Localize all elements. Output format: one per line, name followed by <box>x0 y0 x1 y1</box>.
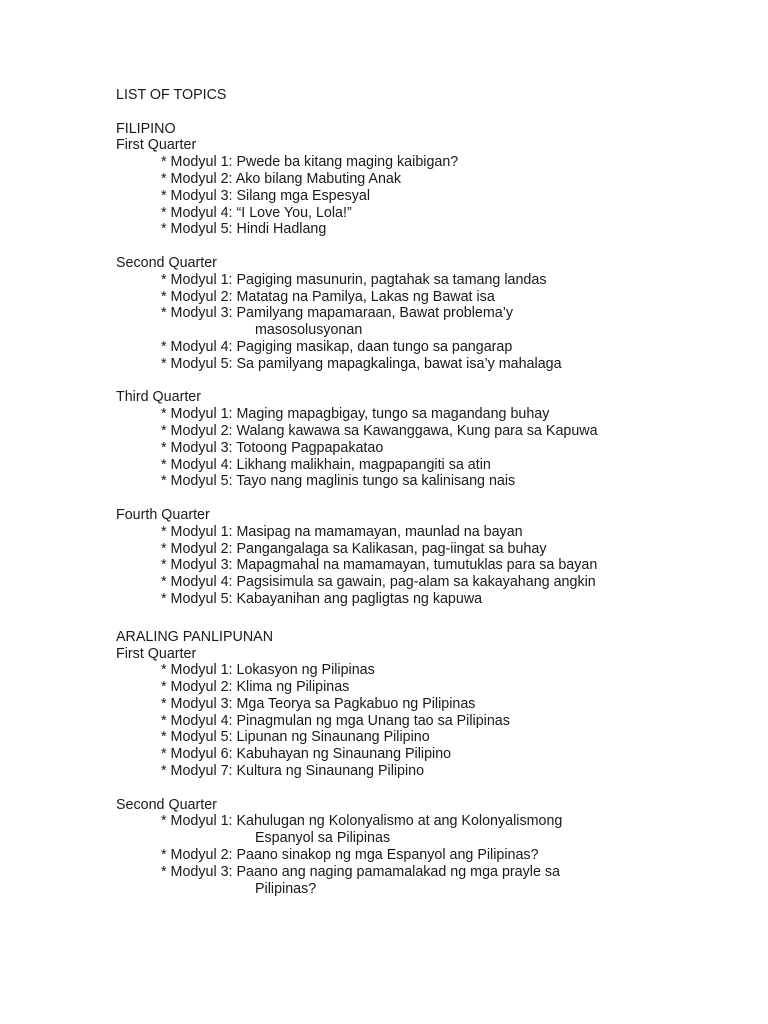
module-item <box>116 696 736 713</box>
module-text: * Modyul 1: Maging mapagbigay, tungo sa magandang buhay <box>161 406 550 423</box>
module-item <box>116 289 736 306</box>
module-item <box>116 541 736 558</box>
module-text: * Modyul 3: Pamilyang mapamaraan, Bawat problema’y <box>161 305 514 322</box>
module-item <box>116 457 736 474</box>
module-text: * Modyul 6: Kabuhayan ng Sinaunang Pilipino <box>161 746 452 763</box>
module-text: * Modyul 5: Sa pamilyang mapagkalinga, bawat isa’y mahalaga <box>161 355 562 372</box>
module-list <box>116 154 736 238</box>
module-item <box>116 813 736 847</box>
module-item <box>116 205 736 222</box>
module-item <box>116 171 736 188</box>
module-text: * Modyul 4: Pagsisimula sa gawain, pag-alam sa kakayahang angkin <box>161 574 596 591</box>
quarter-title: First Quarter <box>116 645 197 662</box>
module-item <box>116 591 736 608</box>
document-page <box>116 87 736 897</box>
module-text-continuation: Pilipinas? <box>255 880 317 897</box>
spacer <box>116 608 736 629</box>
module-text: * Modyul 2: Matatag na Pamilya, Lakas ng Bawat isa <box>161 288 495 305</box>
module-text: * Modyul 4: Pinagmulan ng mga Unang tao sa Pilipinas <box>161 712 510 729</box>
module-item <box>116 746 736 763</box>
module-list <box>116 524 736 608</box>
module-item <box>116 188 736 205</box>
module-text: * Modyul 1: Kahulugan ng Kolonyalismo at ang Kolonyalismong <box>161 813 563 830</box>
module-text: * Modyul 7: Kultura ng Sinaunang Pilipino <box>161 763 425 780</box>
subject-section <box>116 121 736 608</box>
module-item <box>116 406 736 423</box>
module-item <box>116 154 736 171</box>
module-item <box>116 356 736 373</box>
module-item <box>116 679 736 696</box>
module-text: * Modyul 1: Pwede ba kitang maging kaibigan? <box>161 154 459 171</box>
module-text: * Modyul 3: Silang mga Espesyal <box>161 187 371 204</box>
module-text: * Modyul 1: Pagiging masunurin, pagtahak sa tamang landas <box>161 271 547 288</box>
module-text: * Modyul 1: Masipag na mamamayan, maunlad na bayan <box>161 523 523 540</box>
module-item <box>116 729 736 746</box>
module-text: * Modyul 2: Pangangalaga sa Kalikasan, pag-iingat sa buhay <box>161 540 547 557</box>
module-item <box>116 272 736 289</box>
module-item <box>116 662 736 679</box>
module-item <box>116 305 736 339</box>
module-item <box>116 864 736 898</box>
module-text: * Modyul 5: Tayo nang maglinis tungo sa kalinisang nais <box>161 473 516 490</box>
module-text: * Modyul 2: Klima ng Pilipinas <box>161 679 350 696</box>
module-text: * Modyul 5: Lipunan ng Sinaunang Pilipino <box>161 729 430 746</box>
module-text: * Modyul 4: Pagiging masikap, daan tungo sa pangarap <box>161 338 513 355</box>
module-item <box>116 713 736 730</box>
quarter-title: Third Quarter <box>116 389 202 406</box>
module-text: * Modyul 3: Mga Teorya sa Pagkabuo ng Pilipinas <box>161 695 476 712</box>
module-text-continuation: masosolusyonan <box>255 322 363 339</box>
module-text: * Modyul 1: Lokasyon ng Pilipinas <box>161 662 375 679</box>
module-text-continuation: Espanyol sa Pilipinas <box>255 830 391 847</box>
module-text: * Modyul 3: Totoong Pagpapakatao <box>161 439 384 456</box>
module-text: * Modyul 5: Hindi Hadlang <box>161 221 327 238</box>
module-list <box>116 662 736 780</box>
module-item <box>116 557 736 574</box>
module-list <box>116 406 736 490</box>
document-title: LIST OF TOPICS <box>116 87 227 103</box>
spacer <box>116 780 736 797</box>
quarter-title: Fourth Quarter <box>116 506 210 523</box>
module-list <box>116 813 736 897</box>
module-item <box>116 423 736 440</box>
module-item <box>116 440 736 457</box>
module-item <box>116 473 736 490</box>
topics-content <box>116 121 736 898</box>
module-text: * Modyul 4: “I Love You, Lola!” <box>161 204 352 221</box>
module-text: * Modyul 5: Kabayanihan ang pagligtas ng kapuwa <box>161 590 483 607</box>
module-item <box>116 524 736 541</box>
module-item <box>116 847 736 864</box>
spacer <box>116 490 736 507</box>
module-item <box>116 339 736 356</box>
subject-section <box>116 629 736 898</box>
spacer <box>116 104 736 121</box>
module-text: * Modyul 4: Likhang malikhain, magpapangiti sa atin <box>161 456 491 473</box>
quarter-title: First Quarter <box>116 137 197 154</box>
module-text: * Modyul 3: Paano ang naging pamamalakad ng mga prayle sa <box>161 863 560 880</box>
module-item <box>116 221 736 238</box>
module-text: * Modyul 3: Mapagmahal na mamamayan, tumutuklas para sa bayan <box>161 557 598 574</box>
spacer <box>116 238 736 255</box>
subject-title: ARALING PANLIPUNAN <box>116 628 274 645</box>
module-text: * Modyul 2: Paano sinakop ng mga Espanyol ang Pilipinas? <box>161 847 539 864</box>
spacer <box>116 373 736 390</box>
module-text: * Modyul 2: Ako bilang Mabuting Anak <box>161 170 402 187</box>
subject-title: FILIPINO <box>116 120 176 137</box>
quarter-title: Second Quarter <box>116 796 217 813</box>
quarter-title: Second Quarter <box>116 254 217 271</box>
module-item <box>116 574 736 591</box>
module-text: * Modyul 2: Walang kawawa sa Kawanggawa, Kung para sa Kapuwa <box>161 422 598 439</box>
module-list <box>116 272 736 373</box>
module-item <box>116 763 736 780</box>
